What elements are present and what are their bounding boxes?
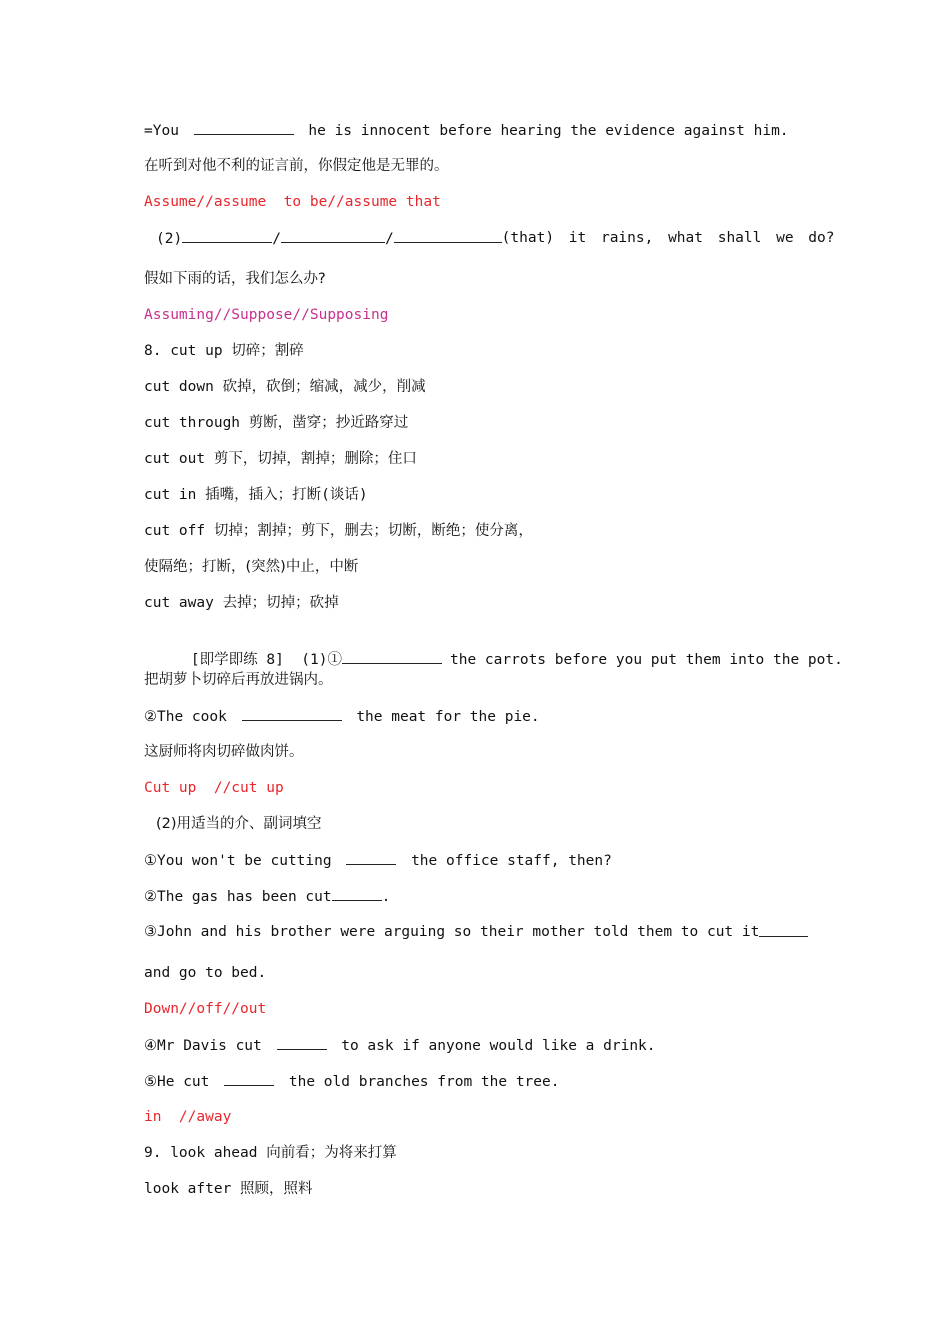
answer-line: Down//off//out — [144, 1001, 267, 1017]
document-page — [144, 120, 843, 1215]
answer-line: Cut up //cut up — [144, 780, 284, 796]
sentence-line — [144, 706, 808, 726]
answer-line: Assuming//Suppose//Supposing — [144, 307, 389, 323]
translation-line: 把胡萝卜切碎后再放进锅内。 — [144, 672, 333, 688]
translation-line: 在听到对他不利的证言前，你假定他是无罪的。 — [144, 158, 449, 174]
text: ②The cook — [144, 709, 227, 725]
answer-blank[interactable] — [224, 1071, 274, 1086]
sentence-line — [144, 120, 808, 140]
phrase-line: cut down 砍掉，砍倒；缩减，减少，削减 — [144, 379, 426, 395]
exercise-heading: (2)用适当的介、副词填空 — [156, 816, 322, 832]
sentence-line — [144, 922, 808, 942]
text: ③John and his brother were arguing so their mother told them to cut it — [144, 924, 760, 940]
phrase-line: cut through 剪断，凿穿；抄近路穿过 — [144, 415, 409, 431]
item-number: (2) — [156, 231, 183, 247]
sentence-line — [144, 850, 808, 870]
separator: / — [272, 231, 281, 247]
phrase-line: cut off 切掉；割掉；剪下，删去；切断，断绝；使分离， — [144, 523, 533, 539]
answer-blank[interactable] — [759, 922, 808, 937]
sentence-line — [144, 228, 835, 248]
separator: / — [384, 231, 394, 247]
phrase-line: cut in 插嘴，插入；打断(谈话) — [144, 487, 368, 503]
answer-blank[interactable] — [394, 228, 502, 243]
exercise-label: [即学即练 8] (1)① — [190, 652, 342, 668]
phrase-heading: 8. cut up 切碎；割碎 — [144, 343, 304, 359]
answer-blank[interactable] — [242, 706, 342, 721]
phrase-line: cut out 剪下，切掉，割掉；删除；住口 — [144, 451, 417, 467]
blank-group — [156, 228, 502, 248]
text: the carrots before you put them into the pot. — [450, 652, 843, 668]
answer-blank[interactable] — [194, 120, 294, 135]
text: the old branches from the tree. — [288, 1074, 560, 1090]
text: ④Mr Davis cut — [144, 1038, 262, 1054]
answer-line: in //away — [144, 1109, 232, 1125]
text: ②The gas has been cut — [144, 889, 332, 905]
answer-blank[interactable] — [346, 850, 396, 865]
answer-blank[interactable] — [281, 228, 385, 243]
sentence-line — [144, 1071, 808, 1091]
text: =You — [144, 123, 179, 139]
text: the office staff, then? — [411, 853, 612, 869]
text: ①You won't be cutting — [144, 853, 332, 869]
text: he is innocent before hearing the evidence against him. — [308, 123, 789, 139]
phrase-line: look after 照顾，照料 — [144, 1181, 313, 1197]
text: to ask if anyone would like a drink. — [341, 1038, 656, 1054]
sentence-line — [144, 886, 808, 906]
sentence-line: and go to bed. — [144, 965, 267, 981]
answer-blank[interactable] — [332, 886, 382, 901]
answer-blank[interactable] — [277, 1035, 327, 1050]
text: . — [381, 889, 391, 905]
answer-blank[interactable] — [182, 228, 272, 243]
phrase-line: 使隔绝；打断，(突然)中止，中断 — [144, 559, 359, 575]
translation-line: 假如下雨的话，我们怎么办? — [144, 271, 326, 287]
phrase-heading: 9. look ahead 向前看；为将来打算 — [144, 1145, 397, 1161]
phrase-line: cut away 去掉；切掉；砍掉 — [144, 595, 339, 611]
answer-blank[interactable] — [342, 649, 442, 664]
translation-line: 这厨师将肉切碎做肉饼。 — [144, 744, 304, 760]
exercise-line — [144, 629, 843, 668]
text: the meat for the pie. — [356, 709, 540, 725]
text: (that) it rains, what shall we do? — [501, 230, 835, 246]
answer-line: Assume//assume to be//assume that — [144, 194, 441, 210]
sentence-line — [144, 1035, 808, 1055]
text: ⑤He cut — [144, 1074, 210, 1090]
